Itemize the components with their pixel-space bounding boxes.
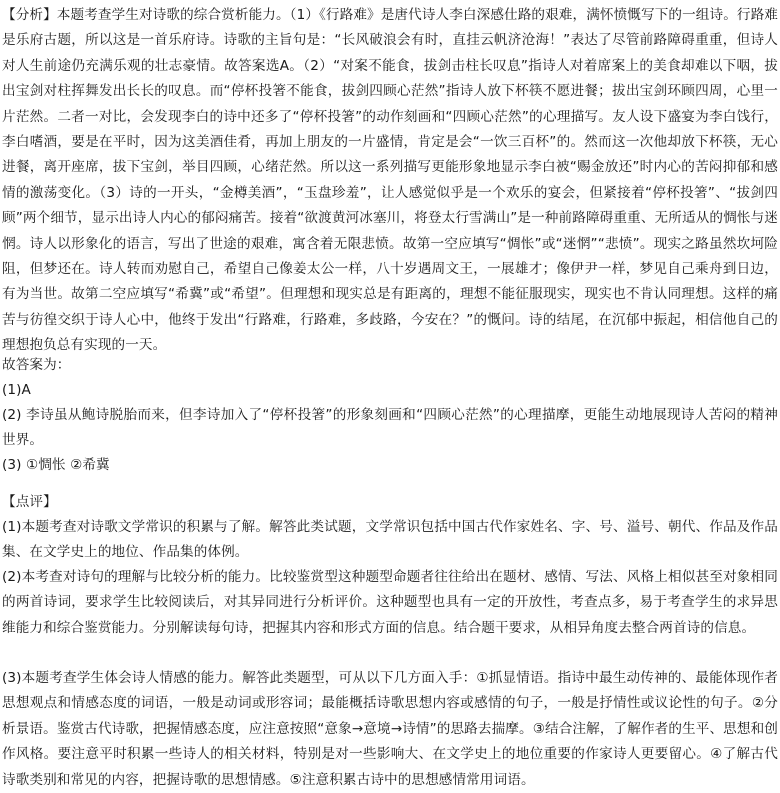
review-heading: 【点评】 [2, 494, 57, 510]
answer-item-3: (3) ①惆怅 ②希冀 [2, 457, 110, 473]
review-item-1: (1)本题考查对诗歌文学常识的积累与了解。解答此类试题，文学常识包括中国古代作家姓名、字、号、溢号、朝代、作品及作品集、在文学史上的地位、作品集的体例。 [2, 519, 778, 561]
answer-item-1: (1)A [2, 382, 31, 398]
analysis-paragraph: 【分析】本题考查学生对诗歌的综合赏析能力。（1）《行路难》是唐代诗人李白深感仕路的艰难，满怀愤慨写下的一组诗。行路难是乐府古题，所以这是一首乐府诗。诗歌的主旨句是：“长风破浪会有时，直挂云帆济沧海！”表达了尽管前路障碍重重，但诗人对人生前途仍充满乐观的壮志豪情。故答案选A。（2）“对案不能食，拔剑击柱长叹息”指诗人对着席案上的美食却难以下咽，拔出宝剑对柱挥舞发出长长的叹息。而“停杯投箸不能食，拔剑四顾心茫然”指诗人放下杯筷不愿进餐；拔出宝剑环顾四周，心里一片茫然。二者一对比，会发现李白的诗中还多了“停杯投箸”的动作刻画和“四顾心茫然”的心理描写。友人设下盛宴为李白饯行，李白嗜酒，要是在平时，因为这美酒佳肴，再加上朋友的一片盛情，肯定是会“一饮三百杯”的。然而这一次他却放下杯筷，无心进餐，离开座席，拔下宝剑，举目四顾，心绪茫然。所以这一系列描写更能形象地显示李白被“赐金放还”时内心的苦闷抑郁和感情的激荡变化。（3）诗的一开头，“金樽美酒”，“玉盘珍羞”，让人感觉似乎是一个欢乐的宴会，但紧接着“停杯投箸”、“拔剑四顾”两个细节，显示出诗人内心的郁闷痛苦。接着“欲渡黄河冰塞川，将登太行雪满山”是一种前路障碍重重、无所适从的惆怅与迷惘。诗人以形象化的语言，写出了世途的艰难，寓含着无限悲愤。故第一空应填写“惆怅”或“迷惘”“悲愤”。现实之路虽然坎坷险阻，但梦还在。诗人转而劝慰自己，希望自己像姜太公一样，八十岁遇周文王，一展雄才；像伊尹一样，梦见自己乘舟到日边，有为当世。故第二空应填写“希冀”或“希望”。但理想和现实总是有距离的，理想不能征服现实，现实也不肯认同理想。这样的痛苦与彷徨交织于诗人心中，他终于发出“行路难，行路难，多歧路，今安在？”的慨问。诗的结尾，在沉郁中振起，相信他自己的理想抱负总有实现的一天。 [2, 7, 778, 354]
answer-heading: 故答案为： [2, 357, 71, 373]
answer-item-2: (2) 李诗虽从鲍诗脱胎而来，但李诗加入了“停杯投箸”的形象刻画和“四顾心茫然”的心理描摩，更能生动地展现诗人苦闷的精神世界。 [2, 407, 778, 449]
review-item-2: (2)本考查对诗句的理解与比较分析的能力。比较鉴赏型这种题型命题者往往给出在题材、感情、写法、风格上相似甚至对象相同的两首诗词，要求学生比较阅读后，对其异同进行分析评价。这种题型也具有一定的开放性，考查点多，易于考查学生的求异思维能力和综合鉴赏能力。分别解读每句诗，把握其内容和形式方面的信息。结合题干要求，从相异角度去整合两首诗的信息。 [2, 569, 778, 636]
review-item-3: (3)本题考查学生体会诗人情感的能力。解答此类题型，可从以下几方面入手：①抓显情语。指诗中最生动传神的、最能体现作者思想观点和情感态度的词语，一般是动词或形容词；最能概括诗歌思想内容或感情的句子，一般是抒情性或议论性的句子。②分析景语。鉴赏古代诗歌，把握情感态度，应注意按照“意象→意境→诗情”的思路去揣摩。③结合注解，了解作者的生平、思想和创作风格。要注意平时积累一些诗人的相关材料，特别是对一些影响大、在文学史上的地位重要的作家诗人更要留心。④了解古代诗歌类别和常见的内容，把握诗歌的思想情感。⑤注意积累古诗中的思想感情常用词语。 [2, 670, 778, 788]
